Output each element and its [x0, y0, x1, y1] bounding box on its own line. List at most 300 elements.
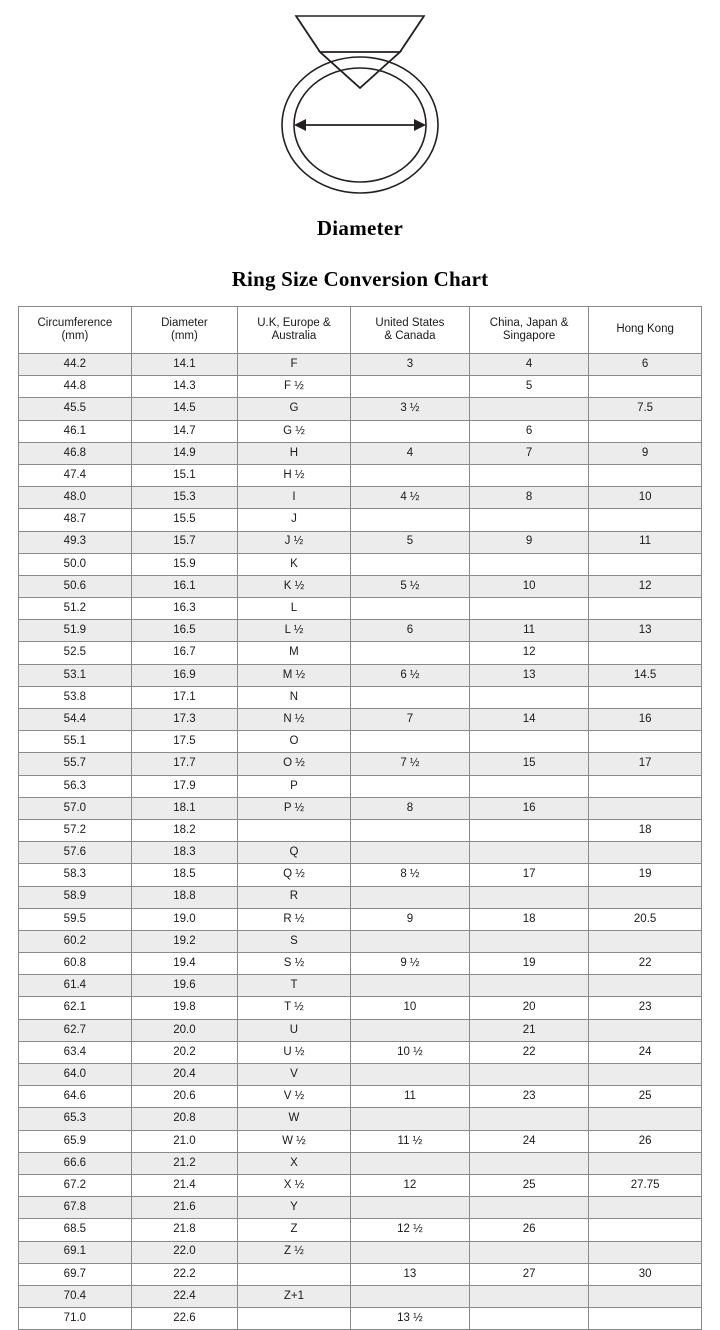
- table-cell: 71.0: [19, 1308, 132, 1330]
- table-cell: 19: [470, 953, 589, 975]
- table-cell: 12: [589, 575, 702, 597]
- table-cell: Q ½: [238, 864, 351, 886]
- table-cell: 55.1: [19, 731, 132, 753]
- table-cell: 46.1: [19, 420, 132, 442]
- table-cell: 19.4: [131, 953, 237, 975]
- table-row: [19, 354, 702, 376]
- table-row: [19, 598, 702, 620]
- table-cell: 64.0: [19, 1064, 132, 1086]
- table-cell: 20.4: [131, 1064, 237, 1086]
- table-cell: R ½: [238, 908, 351, 930]
- table-row: [19, 731, 702, 753]
- table-cell: [470, 819, 589, 841]
- column-header-diameter-line1: Diameter: [161, 316, 208, 329]
- table-cell: 19.2: [131, 930, 237, 952]
- table-cell: 18: [589, 819, 702, 841]
- table-row: [19, 464, 702, 486]
- table-cell: 15.5: [131, 509, 237, 531]
- table-header-row: [19, 307, 702, 354]
- table-cell: 5: [470, 376, 589, 398]
- table-cell: S ½: [238, 953, 351, 975]
- table-cell: 14.1: [131, 354, 237, 376]
- table-row: [19, 686, 702, 708]
- table-cell: 17.5: [131, 731, 237, 753]
- column-header-diameter-line2: (mm): [171, 330, 198, 342]
- table-cell: [470, 842, 589, 864]
- table-cell: 15.7: [131, 531, 237, 553]
- table-cell: [470, 1108, 589, 1130]
- table-cell: 11 ½: [350, 1130, 469, 1152]
- table-cell: [589, 686, 702, 708]
- table-row: [19, 1241, 702, 1263]
- table-cell: [350, 553, 469, 575]
- ring-illustration: [0, 0, 720, 200]
- table-cell: [589, 642, 702, 664]
- table-cell: [350, 376, 469, 398]
- table-cell: 13: [589, 620, 702, 642]
- table-cell: [470, 598, 589, 620]
- table-cell: 20: [470, 997, 589, 1019]
- table-cell: W ½: [238, 1130, 351, 1152]
- table-cell: [470, 1285, 589, 1307]
- column-header-diameter: [131, 307, 237, 354]
- column-header-china-line1: China, Japan &: [489, 316, 569, 329]
- table-cell: 26: [470, 1219, 589, 1241]
- table-row: [19, 775, 702, 797]
- table-cell: [589, 975, 702, 997]
- table-cell: Z+1: [238, 1285, 351, 1307]
- table-row: [19, 642, 702, 664]
- table-cell: [470, 1197, 589, 1219]
- table-cell: [350, 975, 469, 997]
- table-cell: [589, 731, 702, 753]
- table-cell: 22.4: [131, 1285, 237, 1307]
- column-header-china-japan-singapore: [470, 307, 589, 354]
- table-cell: 15.3: [131, 487, 237, 509]
- table-cell: 20.8: [131, 1108, 237, 1130]
- table-row: [19, 398, 702, 420]
- table-cell: M: [238, 642, 351, 664]
- table-cell: L ½: [238, 620, 351, 642]
- table-cell: 19.8: [131, 997, 237, 1019]
- table-cell: [350, 1241, 469, 1263]
- column-header-uk-europe-australia: [238, 307, 351, 354]
- column-header-uk-line2: Australia: [271, 330, 317, 342]
- table-cell: 57.6: [19, 842, 132, 864]
- page-title: Ring Size Conversion Chart: [231, 267, 489, 291]
- column-header-china-line2: Singapore: [502, 330, 556, 342]
- table-cell: [589, 886, 702, 908]
- table-row: [19, 1086, 702, 1108]
- table-cell: [350, 464, 469, 486]
- table-cell: 60.2: [19, 930, 132, 952]
- table-cell: K: [238, 553, 351, 575]
- table-cell: [589, 1219, 702, 1241]
- ring-size-conversion-table: [18, 306, 702, 1330]
- table-cell: [589, 509, 702, 531]
- table-cell: [238, 1308, 351, 1330]
- table-cell: 44.8: [19, 376, 132, 398]
- table-cell: M ½: [238, 664, 351, 686]
- table-cell: 52.5: [19, 642, 132, 664]
- table-cell: 18.5: [131, 864, 237, 886]
- table-cell: [589, 464, 702, 486]
- table-cell: 14: [470, 709, 589, 731]
- table-row: [19, 819, 702, 841]
- table-cell: T ½: [238, 997, 351, 1019]
- table-row: [19, 664, 702, 686]
- table-cell: 17.7: [131, 753, 237, 775]
- column-header-circumference-line1: Circumference: [37, 316, 113, 329]
- table-cell: 21: [470, 1019, 589, 1041]
- table-cell: 65.9: [19, 1130, 132, 1152]
- table-cell: 68.5: [19, 1219, 132, 1241]
- table-cell: 62.1: [19, 997, 132, 1019]
- table-cell: 16.3: [131, 598, 237, 620]
- table-cell: 9: [470, 531, 589, 553]
- table-cell: 6 ½: [350, 664, 469, 686]
- table-cell: 16.5: [131, 620, 237, 642]
- table-cell: 16.7: [131, 642, 237, 664]
- table-cell: X: [238, 1152, 351, 1174]
- table-cell: 6: [350, 620, 469, 642]
- table-cell: 22: [470, 1041, 589, 1063]
- table-cell: 15: [470, 753, 589, 775]
- table-cell: 3 ½: [350, 398, 469, 420]
- table-cell: 64.6: [19, 1086, 132, 1108]
- table-cell: 25: [589, 1086, 702, 1108]
- table-cell: J ½: [238, 531, 351, 553]
- table-cell: W: [238, 1108, 351, 1130]
- table-cell: 20.6: [131, 1086, 237, 1108]
- table-cell: 23: [470, 1086, 589, 1108]
- table-cell: V: [238, 1064, 351, 1086]
- table-cell: 21.6: [131, 1197, 237, 1219]
- table-cell: [350, 1108, 469, 1130]
- table-cell: 24: [589, 1041, 702, 1063]
- table-cell: 65.3: [19, 1108, 132, 1130]
- table-cell: 3: [350, 354, 469, 376]
- table-cell: [350, 642, 469, 664]
- table-row: [19, 1285, 702, 1307]
- table-cell: 4: [350, 442, 469, 464]
- table-cell: 54.4: [19, 709, 132, 731]
- table-row: [19, 1197, 702, 1219]
- table-cell: [470, 686, 589, 708]
- table-cell: 21.2: [131, 1152, 237, 1174]
- table-cell: 70.4: [19, 1285, 132, 1307]
- table-cell: J: [238, 509, 351, 531]
- table-cell: 20.2: [131, 1041, 237, 1063]
- table-cell: 11: [470, 620, 589, 642]
- ring-diagram-svg: [250, 8, 470, 198]
- table-cell: 7: [470, 442, 589, 464]
- table-row: [19, 975, 702, 997]
- table-row: [19, 442, 702, 464]
- table-cell: [589, 1064, 702, 1086]
- table-row: [19, 753, 702, 775]
- table-row: [19, 1174, 702, 1196]
- table-cell: 20.5: [589, 908, 702, 930]
- table-cell: 7: [350, 709, 469, 731]
- table-row: [19, 509, 702, 531]
- table-cell: 44.2: [19, 354, 132, 376]
- column-header-circumference: [19, 307, 132, 354]
- table-cell: [238, 1263, 351, 1285]
- table-cell: Y: [238, 1197, 351, 1219]
- table-cell: X ½: [238, 1174, 351, 1196]
- table-cell: 57.2: [19, 819, 132, 841]
- table-cell: [589, 420, 702, 442]
- table-cell: 18.8: [131, 886, 237, 908]
- table-body: [19, 354, 702, 1330]
- table-cell: Z ½: [238, 1241, 351, 1263]
- table-cell: O ½: [238, 753, 351, 775]
- table-cell: 14.5: [589, 664, 702, 686]
- table-cell: 21.4: [131, 1174, 237, 1196]
- table-row: [19, 553, 702, 575]
- table-cell: U: [238, 1019, 351, 1041]
- table-cell: [589, 1019, 702, 1041]
- table-cell: 14.5: [131, 398, 237, 420]
- table-cell: [350, 930, 469, 952]
- table-cell: [470, 975, 589, 997]
- table-cell: 60.8: [19, 953, 132, 975]
- table-cell: H ½: [238, 464, 351, 486]
- table-cell: 27.75: [589, 1174, 702, 1196]
- table-cell: 9 ½: [350, 953, 469, 975]
- table-cell: 51.2: [19, 598, 132, 620]
- table-cell: 11: [350, 1086, 469, 1108]
- column-header-us-line1: United States: [375, 316, 445, 329]
- table-cell: [470, 775, 589, 797]
- table-cell: F: [238, 354, 351, 376]
- column-header-us-line2: & Canada: [384, 330, 436, 342]
- table-cell: [470, 1152, 589, 1174]
- table-cell: [470, 1064, 589, 1086]
- table-cell: T: [238, 975, 351, 997]
- table-row: [19, 953, 702, 975]
- table-row: [19, 1108, 702, 1130]
- table-cell: 18.3: [131, 842, 237, 864]
- table-row: [19, 376, 702, 398]
- table-cell: 69.7: [19, 1263, 132, 1285]
- column-header-uk-line1: U.K, Europe &: [257, 316, 331, 329]
- table-cell: [589, 842, 702, 864]
- table-cell: G ½: [238, 420, 351, 442]
- table-cell: [589, 598, 702, 620]
- table-row: [19, 1263, 702, 1285]
- table-row: [19, 908, 702, 930]
- table-cell: 21.8: [131, 1219, 237, 1241]
- table-cell: [238, 819, 351, 841]
- table-cell: 56.3: [19, 775, 132, 797]
- table-cell: [589, 1152, 702, 1174]
- table-cell: [589, 930, 702, 952]
- table-cell: 7 ½: [350, 753, 469, 775]
- table-cell: 10: [350, 997, 469, 1019]
- table-cell: 25: [470, 1174, 589, 1196]
- table-cell: 46.8: [19, 442, 132, 464]
- table-cell: 69.1: [19, 1241, 132, 1263]
- table-row: [19, 1130, 702, 1152]
- table-cell: 12 ½: [350, 1219, 469, 1241]
- table-cell: [470, 1308, 589, 1330]
- table-cell: [470, 509, 589, 531]
- table-cell: 16: [589, 709, 702, 731]
- table-cell: [589, 1308, 702, 1330]
- table-cell: P ½: [238, 797, 351, 819]
- table-row: [19, 1019, 702, 1041]
- table-cell: [350, 509, 469, 531]
- table-cell: 16: [470, 797, 589, 819]
- table-cell: 30: [589, 1263, 702, 1285]
- table-row: [19, 997, 702, 1019]
- table-cell: 19: [589, 864, 702, 886]
- table-cell: 14.7: [131, 420, 237, 442]
- table-cell: L: [238, 598, 351, 620]
- table-cell: 18.2: [131, 819, 237, 841]
- table-row: [19, 930, 702, 952]
- table-cell: [350, 1285, 469, 1307]
- table-cell: 21.0: [131, 1130, 237, 1152]
- table-cell: 12: [350, 1174, 469, 1196]
- table-cell: 49.3: [19, 531, 132, 553]
- table-cell: 57.0: [19, 797, 132, 819]
- table-cell: 63.4: [19, 1041, 132, 1063]
- table-row: [19, 1219, 702, 1241]
- table-cell: 66.6: [19, 1152, 132, 1174]
- table-row: [19, 1152, 702, 1174]
- table-cell: 67.2: [19, 1174, 132, 1196]
- table-cell: [589, 376, 702, 398]
- table-cell: 24: [470, 1130, 589, 1152]
- table-cell: 5 ½: [350, 575, 469, 597]
- table-cell: [589, 1241, 702, 1263]
- table-cell: 23: [589, 997, 702, 1019]
- table-cell: P: [238, 775, 351, 797]
- table-cell: 53.1: [19, 664, 132, 686]
- table-cell: 13 ½: [350, 1308, 469, 1330]
- table-cell: U ½: [238, 1041, 351, 1063]
- figure-caption: Diameter: [316, 216, 404, 240]
- table-cell: 16.9: [131, 664, 237, 686]
- table-cell: [589, 1285, 702, 1307]
- table-cell: 15.1: [131, 464, 237, 486]
- table-cell: [350, 775, 469, 797]
- table-cell: 18: [470, 908, 589, 930]
- table-row: [19, 1064, 702, 1086]
- table-cell: 17.9: [131, 775, 237, 797]
- column-header-united-states-canada: [350, 307, 469, 354]
- table-cell: [350, 1019, 469, 1041]
- column-header-circumference-line2: (mm): [61, 330, 89, 342]
- table-cell: H: [238, 442, 351, 464]
- table-cell: F ½: [238, 376, 351, 398]
- table-cell: 48.0: [19, 487, 132, 509]
- table-row: [19, 487, 702, 509]
- table-cell: 22.0: [131, 1241, 237, 1263]
- table-cell: 5: [350, 531, 469, 553]
- table-cell: [350, 886, 469, 908]
- table-cell: 55.7: [19, 753, 132, 775]
- table-cell: [470, 930, 589, 952]
- table-cell: 8: [350, 797, 469, 819]
- table-row: [19, 420, 702, 442]
- table-cell: G: [238, 398, 351, 420]
- table-container: [0, 306, 720, 1330]
- table-cell: 4: [470, 354, 589, 376]
- table-cell: N: [238, 686, 351, 708]
- table-cell: 45.5: [19, 398, 132, 420]
- table-cell: R: [238, 886, 351, 908]
- table-cell: 47.4: [19, 464, 132, 486]
- table-cell: O: [238, 731, 351, 753]
- table-cell: 14.9: [131, 442, 237, 464]
- table-cell: [350, 1152, 469, 1174]
- table-row: [19, 842, 702, 864]
- table-cell: 50.6: [19, 575, 132, 597]
- table-cell: [350, 819, 469, 841]
- table-cell: [350, 1197, 469, 1219]
- table-cell: [350, 1064, 469, 1086]
- table-row: [19, 575, 702, 597]
- table-cell: 59.5: [19, 908, 132, 930]
- table-cell: 51.9: [19, 620, 132, 642]
- table-cell: [470, 464, 589, 486]
- table-cell: 67.8: [19, 1197, 132, 1219]
- table-cell: 53.8: [19, 686, 132, 708]
- table-cell: 58.9: [19, 886, 132, 908]
- table-cell: Q: [238, 842, 351, 864]
- table-cell: 13: [350, 1263, 469, 1285]
- table-cell: [589, 797, 702, 819]
- table-cell: Z: [238, 1219, 351, 1241]
- table-cell: [470, 553, 589, 575]
- table-cell: 14.3: [131, 376, 237, 398]
- table-cell: 6: [589, 354, 702, 376]
- table-cell: 9: [589, 442, 702, 464]
- table-row: [19, 1041, 702, 1063]
- table-cell: 48.7: [19, 509, 132, 531]
- table-header: [19, 307, 702, 354]
- table-cell: 20.0: [131, 1019, 237, 1041]
- table-cell: 62.7: [19, 1019, 132, 1041]
- table-cell: 16.1: [131, 575, 237, 597]
- table-cell: 19.6: [131, 975, 237, 997]
- table-cell: 17: [470, 864, 589, 886]
- table-row: [19, 620, 702, 642]
- table-cell: [589, 553, 702, 575]
- table-cell: 22.2: [131, 1263, 237, 1285]
- table-cell: 9: [350, 908, 469, 930]
- table-row: [19, 1308, 702, 1330]
- table-cell: 22.6: [131, 1308, 237, 1330]
- table-cell: [350, 731, 469, 753]
- table-cell: I: [238, 487, 351, 509]
- table-cell: 11: [589, 531, 702, 553]
- table-cell: 58.3: [19, 864, 132, 886]
- table-cell: [350, 842, 469, 864]
- table-cell: 10 ½: [350, 1041, 469, 1063]
- table-cell: 61.4: [19, 975, 132, 997]
- table-cell: 17.3: [131, 709, 237, 731]
- table-cell: 18.1: [131, 797, 237, 819]
- table-cell: 22: [589, 953, 702, 975]
- table-cell: 19.0: [131, 908, 237, 930]
- table-cell: 17.1: [131, 686, 237, 708]
- table-cell: N ½: [238, 709, 351, 731]
